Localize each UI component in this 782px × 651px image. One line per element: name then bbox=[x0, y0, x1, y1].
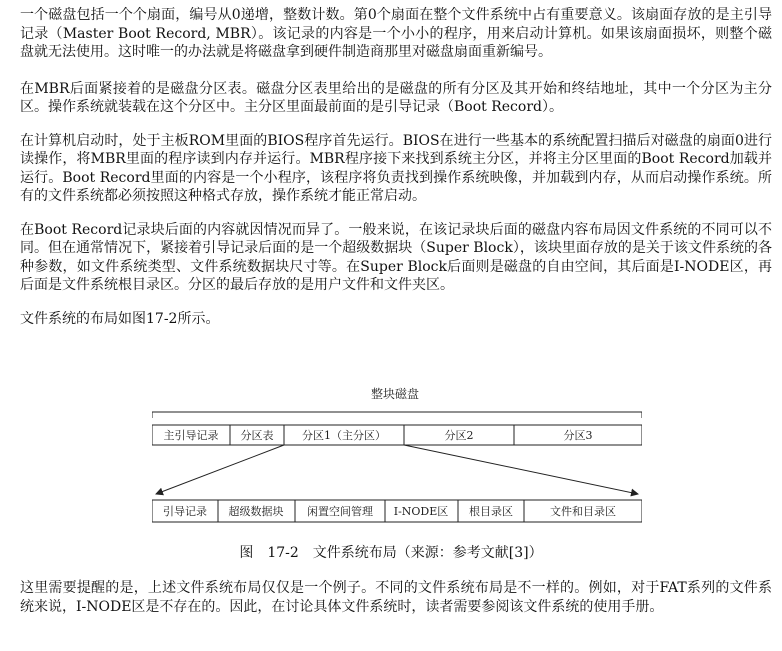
expand-arrow-right bbox=[404, 445, 638, 494]
expand-arrow-left bbox=[156, 445, 284, 494]
paragraph-super-block: 在Boot Record记录块后面的内容就因情况而异了。一般来说，在该记录块后面的磁盘内容布局因文件系统的不同可以不同。但在通常情况下，紧接着引导记录后面的是一个超级数据块（Super Block），该块里面存放的是关于该文件系统的各种参数，如文件系统类型、文件系统数据块尺寸等。在Super Block后面则是磁盘的自由空间，其后面是I-NODE区，再后面是文件系统根目录区。分区的最后存放的是用户文件和文件夹区。 bbox=[20, 221, 772, 293]
part-cell-free-space: 闲置空间管理 bbox=[307, 505, 373, 518]
part-cell-root-dir: 根目录区 bbox=[469, 505, 513, 518]
filesystem-layout-figure bbox=[152, 380, 642, 530]
disk-cell-partition-table: 分区表 bbox=[240, 429, 274, 442]
disk-cell-partition-3: 分区3 bbox=[563, 429, 593, 442]
whole-disk-label: 整块磁盘 bbox=[370, 387, 420, 401]
part-cell-files-dirs: 文件和目录区 bbox=[550, 505, 616, 518]
disk-row bbox=[152, 425, 642, 445]
paragraph-boot-process: 在计算机启动时，处于主板ROM里面的BIOS程序首先运行。BIOS在进行一些基本的系统配置扫描后对磁盘的扇面0进行读操作，将MBR里面的程序读到内存并运行。MBR程序接下来找到系统主分区，并将主分区里面的Boot Record加载并运行。Boot Record里面的内容是一个小程序，该程序将负责找到操作系统映像，并加载到内存，从而启动操作系统。所有的文件系统都必须按照这种格式存放，操作系统才能正常启动。 bbox=[20, 132, 772, 204]
paragraph-figure-ref: 文件系统的布局如图17-2所示。 bbox=[20, 310, 220, 327]
figure-caption: 图 17-2 文件系统布局（来源：参考文献[3]） bbox=[239, 545, 543, 561]
paragraph-partition-table: 在MBR后面紧接着的是磁盘分区表。磁盘分区表里给出的是磁盘的所有分区及其开始和终结地址，其中一个分区为主分区。操作系统就装载在这个分区中。主分区里面最前面的是引导记录（Boot Record）。 bbox=[20, 80, 772, 115]
partition-detail-row bbox=[152, 500, 642, 522]
whole-disk-bracket bbox=[152, 412, 642, 418]
part-cell-inode: I-NODE区 bbox=[393, 505, 449, 518]
disk-cell-partition-1: 分区1（主分区） bbox=[302, 429, 386, 442]
part-cell-boot-record: 引导记录 bbox=[163, 505, 207, 518]
disk-cell-partition-2: 分区2 bbox=[444, 429, 474, 442]
document-body bbox=[20, 6, 772, 328]
layout-diagram bbox=[152, 380, 642, 530]
paragraph-mbr: 一个磁盘包括一个个扇面，编号从0递增，整数计数。第0个扇面在整个文件系统中占有重要意义。该扇面存放的是主引导记录（Master Boot Record, MBR）。该记录的内容是一个小小的程序，用来启动计算机。如果该扇面损坏，则整个磁盘就无法使用。这时唯一的办法就是将磁盘拿到硬件制造商那里对磁盘扇面重新编号。 bbox=[20, 7, 772, 60]
paragraph-note: 这里需要提醒的是，上述文件系统布局仅仅是一个例子。不同的文件系统布局是不一样的。例如，对于FAT系列的文件系统来说，I-NODE区是不存在的。因此，在讨论具体文件系统时，读者需要参阅该文件系统的使用手册。 bbox=[20, 580, 772, 615]
disk-cell-mbr: 主引导记录 bbox=[163, 429, 219, 442]
part-cell-super-block: 超级数据块 bbox=[228, 505, 284, 518]
